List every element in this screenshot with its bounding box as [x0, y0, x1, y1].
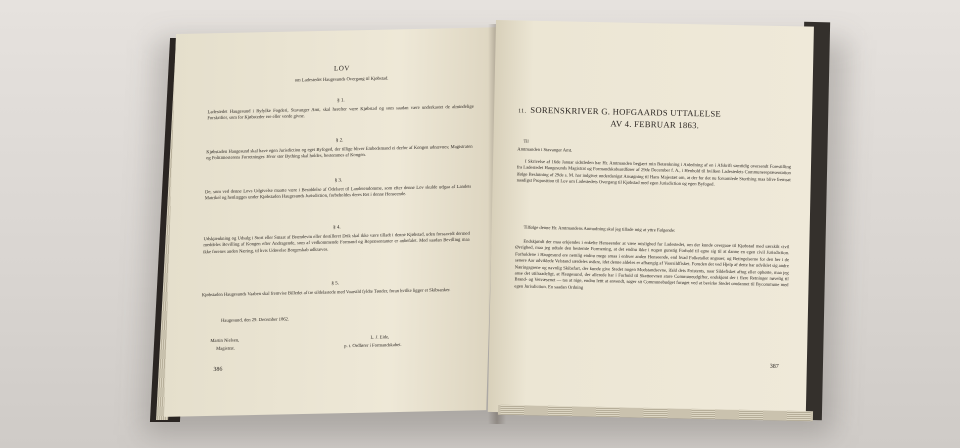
signatory-left-title: Magistrat. [216, 345, 235, 351]
recipient: Amtmanden i Stavanger Amt. [517, 146, 573, 153]
law-subtitle: om Ladestedet Haugesunds Overgang til Kjøbstad. [294, 75, 389, 83]
section-mark-5: § 5. [331, 281, 340, 287]
section-text-3: De, som ved denne Lovs Udgivelse maatte være i Besiddelse af Odelsret til Landeiendomme, som efter denne Lov skulde udgaa af Landets Matrikel og henlægges under Kjøbstaden Haugesunds Jurisdiction, forbeholdes deres Ret i denne Henseende. [204, 183, 472, 201]
right-page [488, 20, 814, 419]
law-title: LOV [333, 64, 351, 73]
signatory-left-name: Martin Nielsen, [210, 337, 240, 344]
section-text-4: Udskjænkning og Udsalg i Stort eller Smaat af Brændevin eller destilleret Drik skal ikke være tilladt i denne Kjøbstad, uden forsaavidt dermed meddeles Bevilling af Kongen efter Andragende, som af vedkommende Formand og Repræsentanter er anbefalet. Med saadan Bevilling maa ikke forenes anden Næring, til hvis Udøvelse Borgerskab udkræves. [203, 230, 470, 255]
letter-paragraph-1: I Skrivelse af 16de Januar sidstleden har Hr. Amtmanden begjært min Betænkning i Anledning af en i Afskrift samtidig oversendt Forestilling fra Ladestedet Haugesunds Magistrat og Formandskabsordfører af 29de December f. A., i Henhold til hvilken Ladestedets Communerepræsentation ifølge Beslutning af 29de s. M. har indgivet underdanigst Ansøgning til Hans Majestæt om, at der for det nu forsamlede Storthing maa blive fremsat naadigst Proposition til Lov om Ladestedets Overgang til Kjøbstad med egen Jurisdiction og egen Byfoged. [516, 158, 792, 187]
salutation-to: Til [523, 138, 529, 144]
section-mark-1: § 1. [337, 98, 345, 104]
signatory-right-title: p. t. Ordfører i Formandskabet. [344, 342, 402, 349]
chapter-heading-line-2: AV 4. FEBRUAR 1863. [610, 118, 700, 131]
section-mark-3: § 3. [334, 178, 343, 184]
letter-paragraph-2: Tilfølge denne Hr. Amtmandens Anmodning skal jeg tillade mig at yttre Følgende: [523, 224, 676, 233]
date-line: Haugesund, den 29. December 1862. [220, 316, 290, 323]
page-number-right: 387 [769, 363, 779, 370]
chapter-heading-line-1: SORENSKRIVER G. HOFGAARDS UTTALELSE [530, 104, 722, 119]
page-number-left: 386 [213, 366, 223, 373]
section-mark-4: § 4. [333, 225, 341, 231]
letter-paragraph-3: Endskjøndt der maa erkjendes i enkelte Henseender at være mislighed for Ladestedet, om der kunde overgaae til Kjøbstad med særskilt civil Øvrighed, maa jeg udtale den bestemte Formening, at det endnu ikke i nogen gunstig Forhold til egne sig til at danne en egen civil Jurisdiction. Forholdene i Haugesund ere nemlig endnu mege smaa i enhver anden Henseende, end hvad Folketallet angaaer, og Betingelserne for den her i de senere Aar udviklede Velstand særdeles usikre, idet denne aldeles er afhængig af Vaarsildfisket. Foruden det ved Hjelp af dette har udviklet sig andre Næringsgrene og navnlig Skibsfart, der kunde give Stedet nogen Modstandsevne, ifald dets Existents, naar Sildefisket aftog eller ophørte, maa jeg anse det utilraadeligt, at Haugesund, der allerede har i Forhold til Skatteevnen store Communeudgifter, endskjønt der i flere Retninger nøvelig til Brand- og Veivæsenet — tas at nige, endnu lettt at anvendt, søger sit Communebudget forøget ved at bevirke Stedet omdannet til Bycommune med egen Jurisdiction. En saadan Ordning [514, 238, 790, 290]
section-text-2: Kjøbstaden Haugesund skal have egen Jurisdiction og eget Byfoged, der tillige bliver Embedsmand ei derfor af Kongen udnævnes; Magistraten og Politimesterens Forretninger. Hvor stor Bything skal holdes, bestemmes af Kongen. [206, 143, 473, 161]
section-text-5: Kjøbstaden Haugesunds Vaaben skal fremvise Billedet af tre sildelastede med Vaarsild fyldte Tønder, foran hvilke ligger et Skibsanker. [201, 287, 451, 298]
left-page [164, 27, 498, 417]
chapter-number: 11. [518, 108, 527, 115]
section-text-1: Ladestedet Haugesund i Ryfylke Fogderi, Stavanger Amt, skal herefter være Kjøbstad og som saadan være underkastet de almindelige Forskrifter, som for Kjøbsteder ere eller vorde givne. [207, 103, 474, 121]
signatory-right-name: L. J. Eide, [370, 334, 390, 340]
section-mark-2: § 2. [335, 138, 344, 144]
